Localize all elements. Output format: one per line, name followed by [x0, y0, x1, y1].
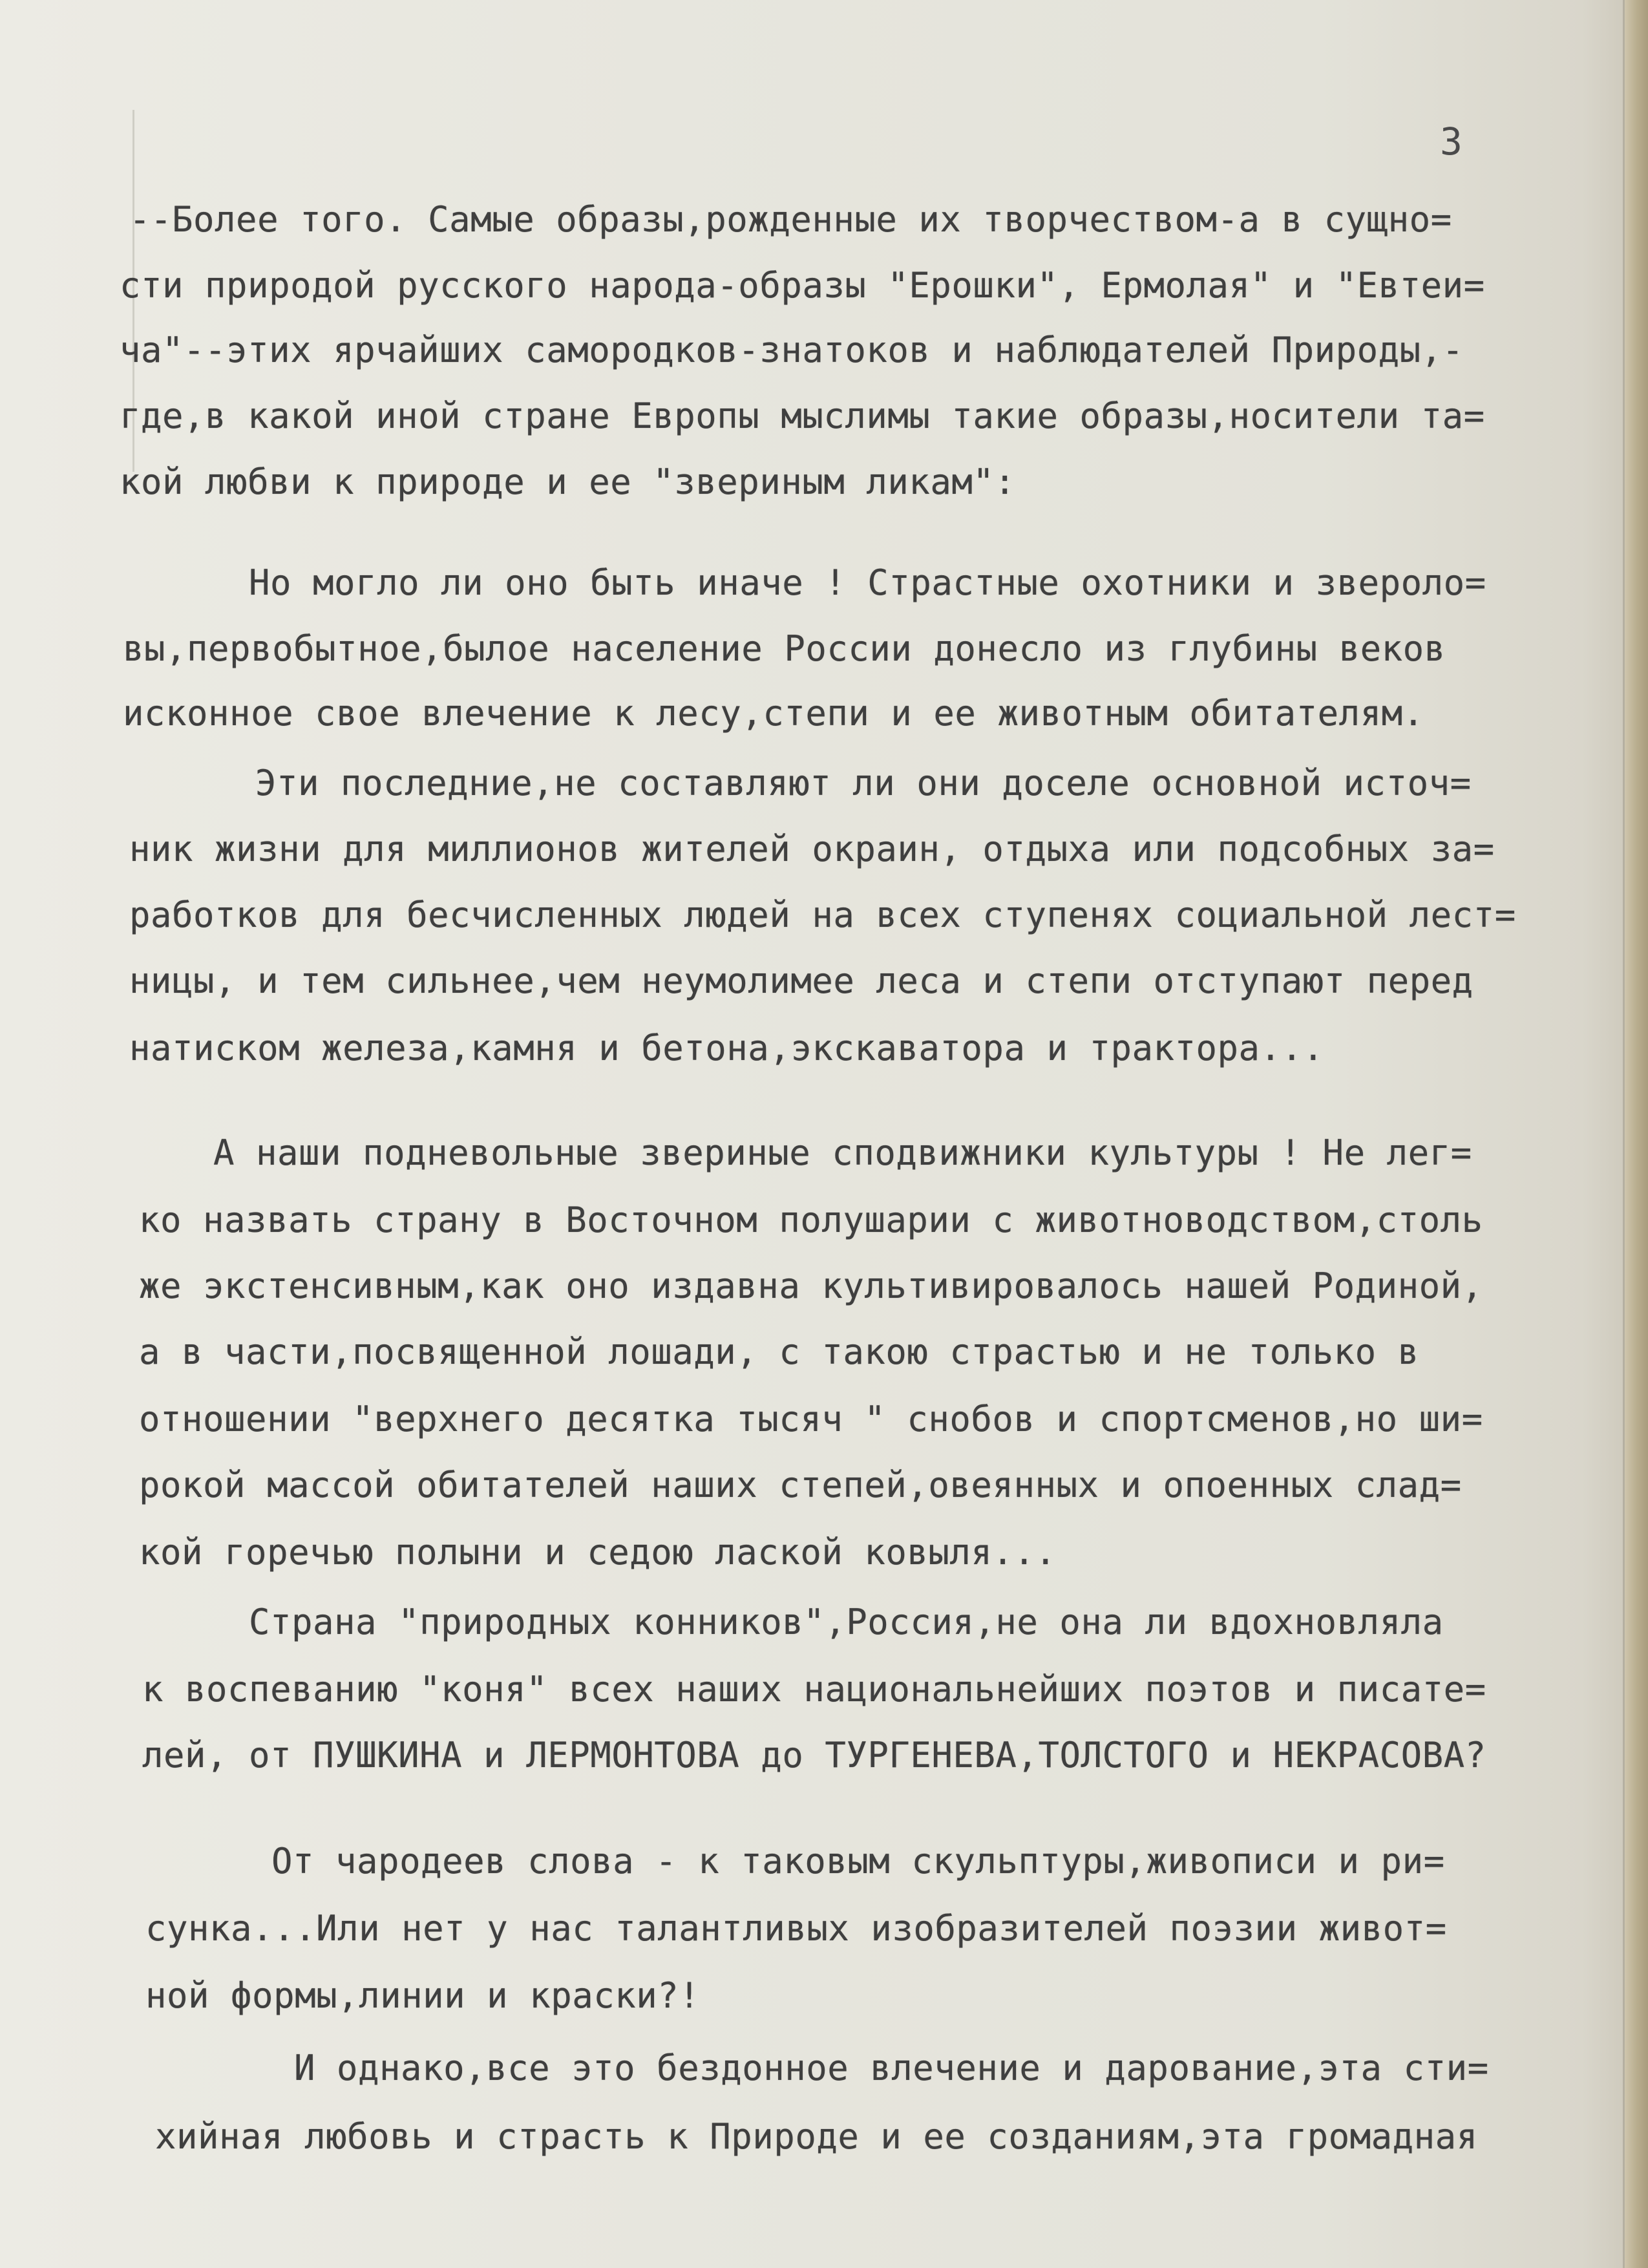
text-line: натиском железа,камня и бетона,экскаватора и трактора...: [129, 1028, 1324, 1068]
text-line: сунка...Или нет у нас талантливых изобразителей поэзии живот=: [145, 1908, 1447, 1949]
text-line: а в части,посвященной лошади, с такою страстью и не только в: [139, 1331, 1419, 1372]
text-line: ной формы,линии и краски?!: [145, 1975, 701, 2016]
text-line: где,в какой иной стране Европы мыслимы такие образы,носители та=: [120, 396, 1485, 436]
text-line: Но могло ли оно быть иначе ! Страстные охотники и звероло=: [249, 562, 1486, 603]
text-line: отношении "верхнего десятка тысяч " снобов и спортсменов,но ши=: [139, 1399, 1483, 1439]
text-line: лей, от ПУШКИНА и ЛЕРМОНТОВА до ТУРГЕНЕВА,ТОЛСТОГО и НЕКРАСОВА?: [142, 1735, 1486, 1775]
text-line: А наши подневольные звериные сподвижники культуры ! Не лег=: [213, 1132, 1472, 1173]
text-line: хийная любовь и страсть к Природе и ее созданиям,эта громадная: [155, 2116, 1478, 2157]
text-line: От чародеев слова - к таковым скульптуры,живописи и ри=: [271, 1841, 1445, 1881]
text-line: рокой массой обитателей наших степей,овеянных и опоенных слад=: [139, 1465, 1462, 1505]
text-line: сти природой русского народа-образы "Ерошки", Ермолая" и "Евтеи=: [120, 265, 1485, 306]
paper-edge-shadow: [1623, 0, 1625, 2268]
paper-edge: [1625, 0, 1648, 2268]
text-line: --Более того. Самые образы,рожденные их творчеством-а в сущно=: [129, 199, 1452, 240]
text-line: кой любви к природе и ее "звериным ликам":: [120, 461, 1016, 502]
text-line: работков для бесчисленных людей на всех ступенях социальной лест=: [129, 895, 1516, 935]
text-line: Страна "природных конников",Россия,не она ли вдохновляла: [249, 1602, 1444, 1642]
text-line: ча"--этих ярчайших самородков-знатоков и наблюдателей Природы,-: [120, 330, 1464, 370]
text-line: ницы, и тем сильнее,чем неумолимее леса и степи отступают перед: [129, 960, 1474, 1001]
text-line: Эти последние,не составляют ли они доселе основной источ=: [255, 763, 1472, 803]
text-line: к воспеванию "коня" всех наших национальнейших поэтов и писате=: [142, 1669, 1486, 1710]
text-line: кой горечью полыни и седою лаской ковыля...: [139, 1532, 1057, 1573]
text-line: вы,первобытное,былое население России донесло из глубины веков: [123, 628, 1446, 669]
text-line: ко назвать страну в Восточном полушарии с животноводством,столь: [139, 1200, 1483, 1240]
text-line: исконное свое влечение к лесу,степи и ее животным обитателям.: [123, 693, 1424, 734]
text-line: И однако,все это бездонное влечение и дарование,эта сти=: [294, 2048, 1489, 2088]
page-number: 3: [1440, 120, 1463, 164]
text-line: ник жизни для миллионов жителей окраин, отдыха или подсобных за=: [129, 829, 1495, 869]
text-line: же экстенсивным,как оно издавна культивировалось нашей Родиной,: [139, 1266, 1483, 1306]
